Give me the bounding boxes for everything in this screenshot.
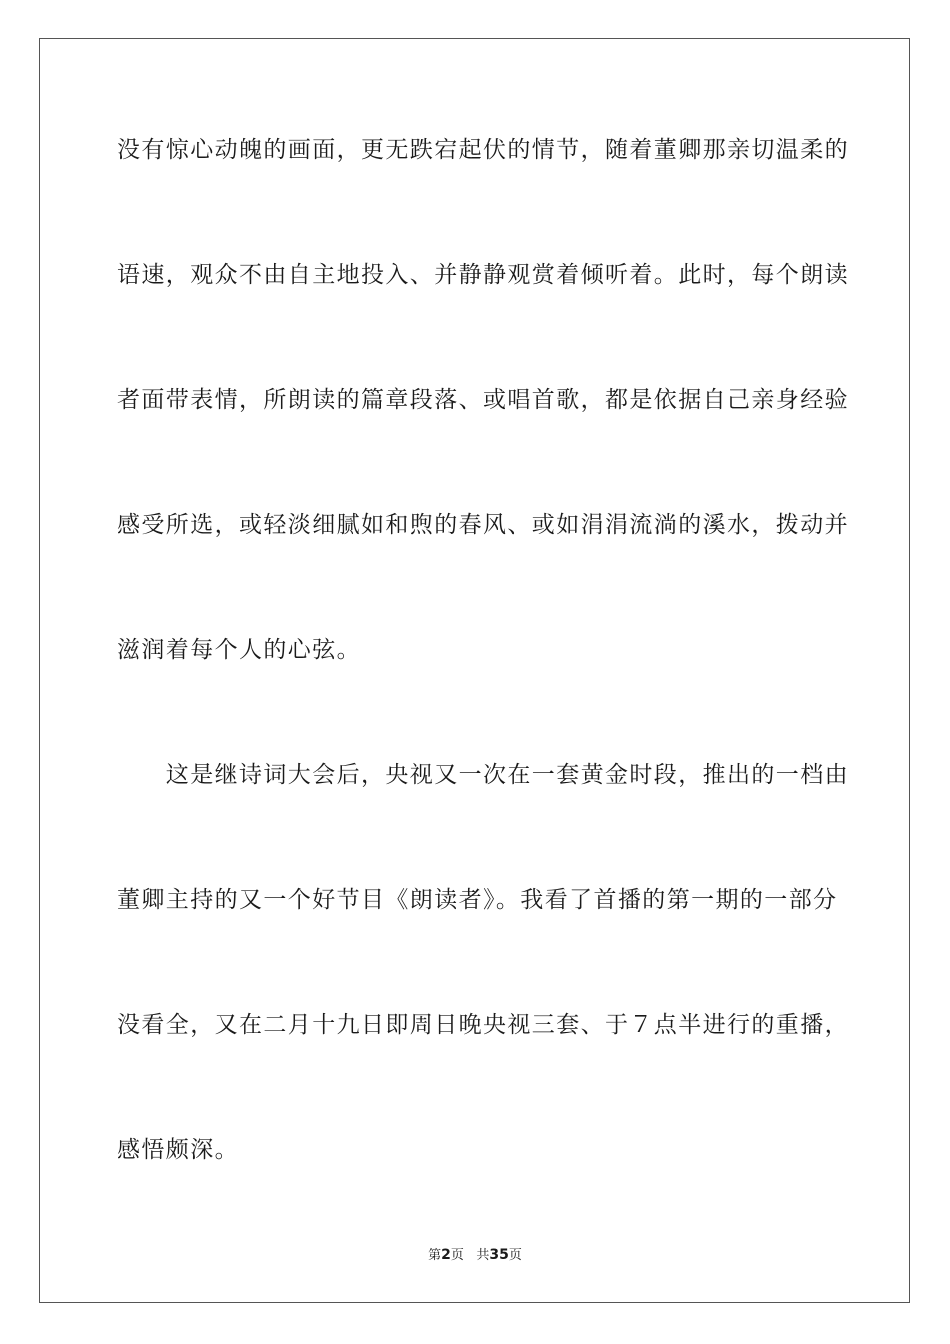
total-prefix: 共 xyxy=(476,1248,490,1263)
text-line-7: 董卿主持的又一个好节目《朗读者》。我看了首播的第一期的一部分 xyxy=(117,887,838,913)
text-line-9: 感悟颇深。 xyxy=(117,1137,239,1163)
total-unit: 页 xyxy=(508,1248,522,1263)
text-line-5: 滋润着每个人的心弦。 xyxy=(117,637,361,663)
page-border xyxy=(39,38,910,1303)
text-line-4: 感受所选，或轻淡细腻如和煦的春风、或如涓涓流淌的溪水，拨动并 xyxy=(117,512,849,538)
page-number: 2 xyxy=(441,1247,451,1263)
text-line-8: 没看全，又在二月十九日即周日晚央视三套、于７点半进行的重播， xyxy=(117,1012,849,1038)
total-pages: 35 xyxy=(489,1247,509,1263)
page-footer xyxy=(0,1246,950,1265)
text-line-1: 没有惊心动魄的画面，更无跌宕起伏的情节，随着董卿那亲切温柔的 xyxy=(117,137,849,163)
page-unit: 页 xyxy=(450,1248,464,1263)
text-line-2: 语速，观众不由自主地投入、并静静观赏着倾听着。此时，每个朗读 xyxy=(117,262,849,288)
text-line-6: 这是继诗词大会后，央视又一次在一套黄金时段，推出的一档由 xyxy=(117,762,849,788)
text-line-3: 者面带表情，所朗读的篇章段落、或唱首歌，都是依据自己亲身经验 xyxy=(117,387,849,413)
page-prefix: 第 xyxy=(428,1248,442,1263)
